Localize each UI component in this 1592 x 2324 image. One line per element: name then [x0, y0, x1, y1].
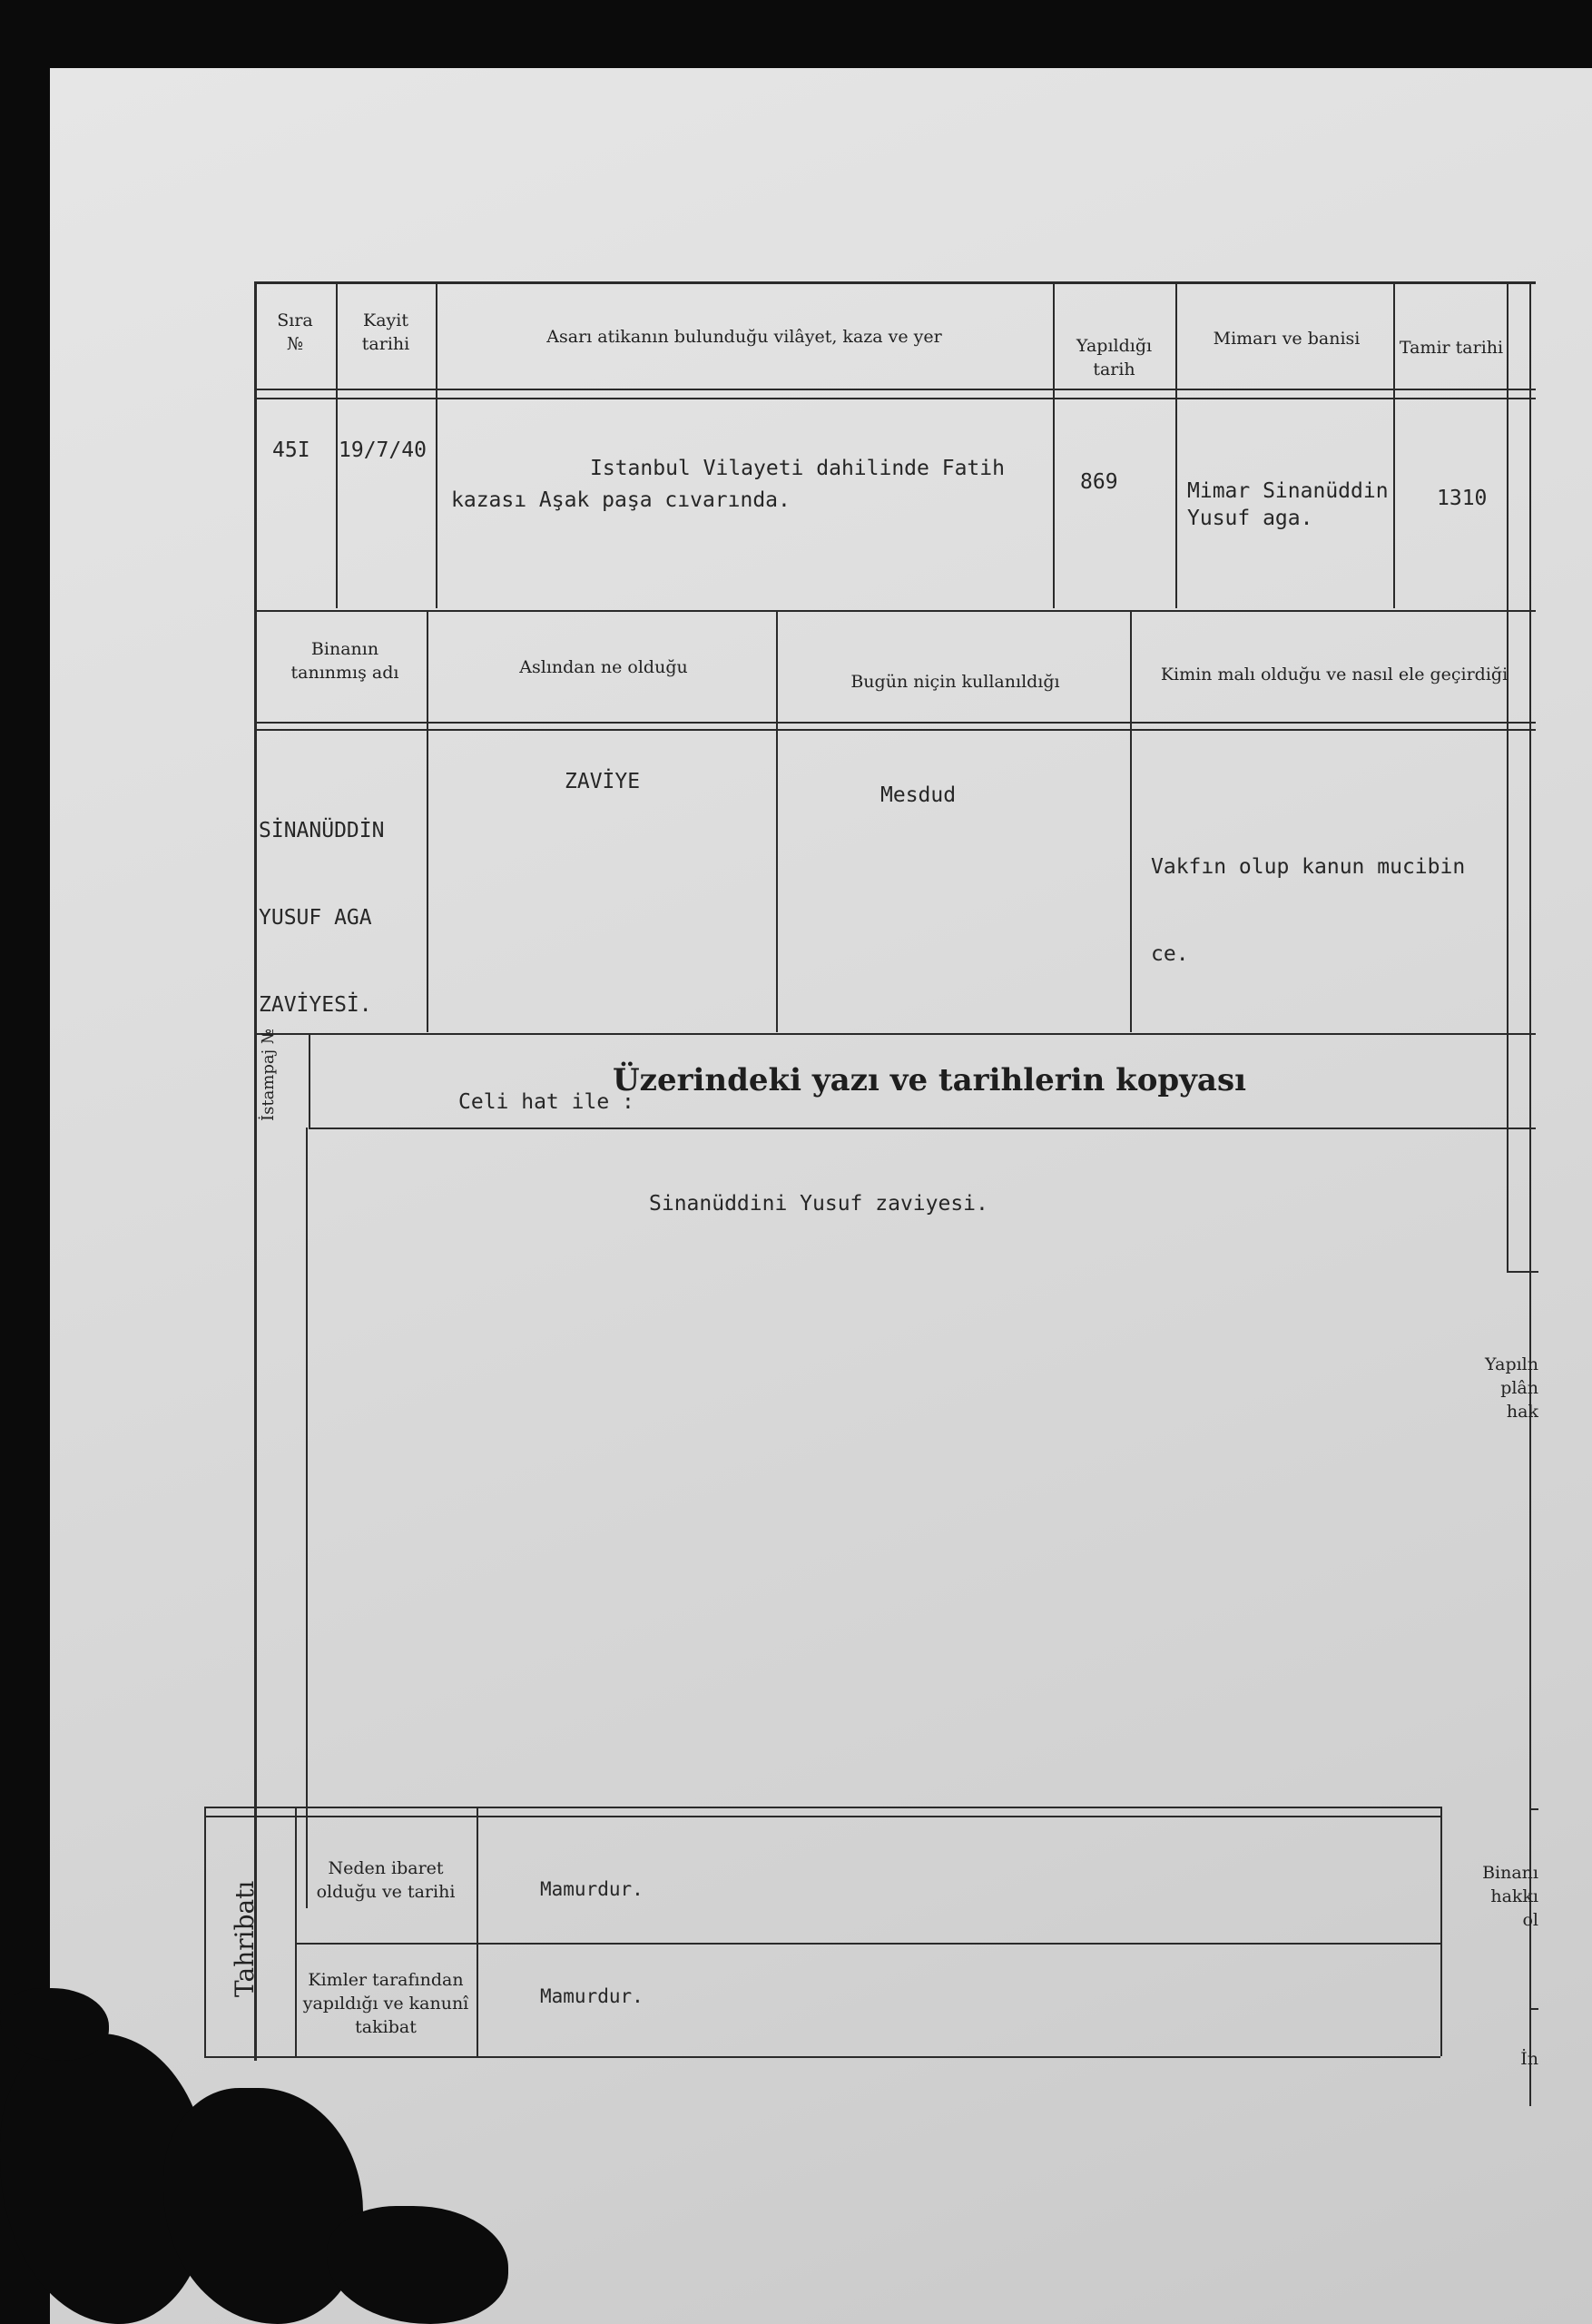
inscription-line1: Celi hat ile : — [458, 1090, 634, 1114]
header-kayit-tarihi: Kayit tarihi — [361, 310, 410, 354]
value-binanin-adi: SİNANÜDDİN YUSUF AGA ZAVİYESİ. — [259, 819, 385, 1017]
value-mimari-line1: Mimar Sinanüddin — [1187, 479, 1389, 503]
value-neden-ibaret: Mamurdur. — [540, 1878, 644, 1900]
header-kimler: Kimler tarafından yapıldığı ve kanunî takibat — [302, 1970, 469, 2037]
value-kimin-mali: Vakfın olup kanun mucibin ce. — [1151, 855, 1466, 966]
side-label-in: İn — [1520, 2049, 1538, 2069]
value-asar-line2: kazası Aşak paşa cıvarında. — [451, 488, 791, 512]
tahribat-label: Tahribatı — [230, 1880, 260, 1997]
istampaj-label: İstampaj № — [259, 1029, 278, 1121]
value-tamir-tarihi: 1310 — [1437, 487, 1488, 510]
header-sira: Sıra № — [277, 310, 313, 354]
header-bugun: Bugün niçin kullanıldığı — [850, 672, 1060, 692]
header-kimin-mali: Kimin malı olduğu ve nasıl ele geçirdiği — [1160, 665, 1508, 684]
header-binanin-adi: Binanın tanınmış adı — [290, 639, 399, 683]
header-mimari-banisi: Mimarı ve banisi — [1213, 329, 1361, 349]
side-label-yapilan: Yapıln plân hak — [1485, 1354, 1538, 1422]
value-mimari-line2: Yusuf aga. — [1187, 507, 1313, 530]
value-kayit-tarihi: 19/7/40 — [339, 438, 427, 462]
value-asar-line1: Istanbul Vilayeti dahilinde Fatih — [590, 457, 1005, 480]
value-yapildigi-tarih: 869 — [1080, 470, 1118, 494]
record-form — [204, 281, 1538, 2115]
value-aslindan: ZAVİYE — [565, 770, 641, 793]
inscription-title: Üzerindeki yazı ve tarihlerin kopyası — [613, 1062, 1246, 1098]
header-asar: Asarı atikanın bulunduğu vilâyet, kaza ve yer — [546, 327, 942, 347]
header-tamir-tarihi: Tamir tarihi — [1399, 338, 1504, 358]
inscription-line2: Sinanüddini Yusuf zaviyesi. — [649, 1192, 988, 1216]
header-yapildigi-tarih: Yapıldığı tarih — [1076, 336, 1153, 379]
value-bugun: Mesdud — [880, 783, 957, 807]
header-neden-ibaret: Neden ibaret olduğu ve tarihi — [316, 1858, 456, 1902]
side-label-binanin: Binanı hakkı ol — [1482, 1863, 1538, 1930]
burn-damage — [0, 1988, 109, 2061]
value-kimler: Mamurdur. — [540, 1985, 644, 2007]
value-sira: 45I — [272, 438, 310, 462]
header-aslindan: Aslından ne olduğu — [519, 657, 688, 677]
